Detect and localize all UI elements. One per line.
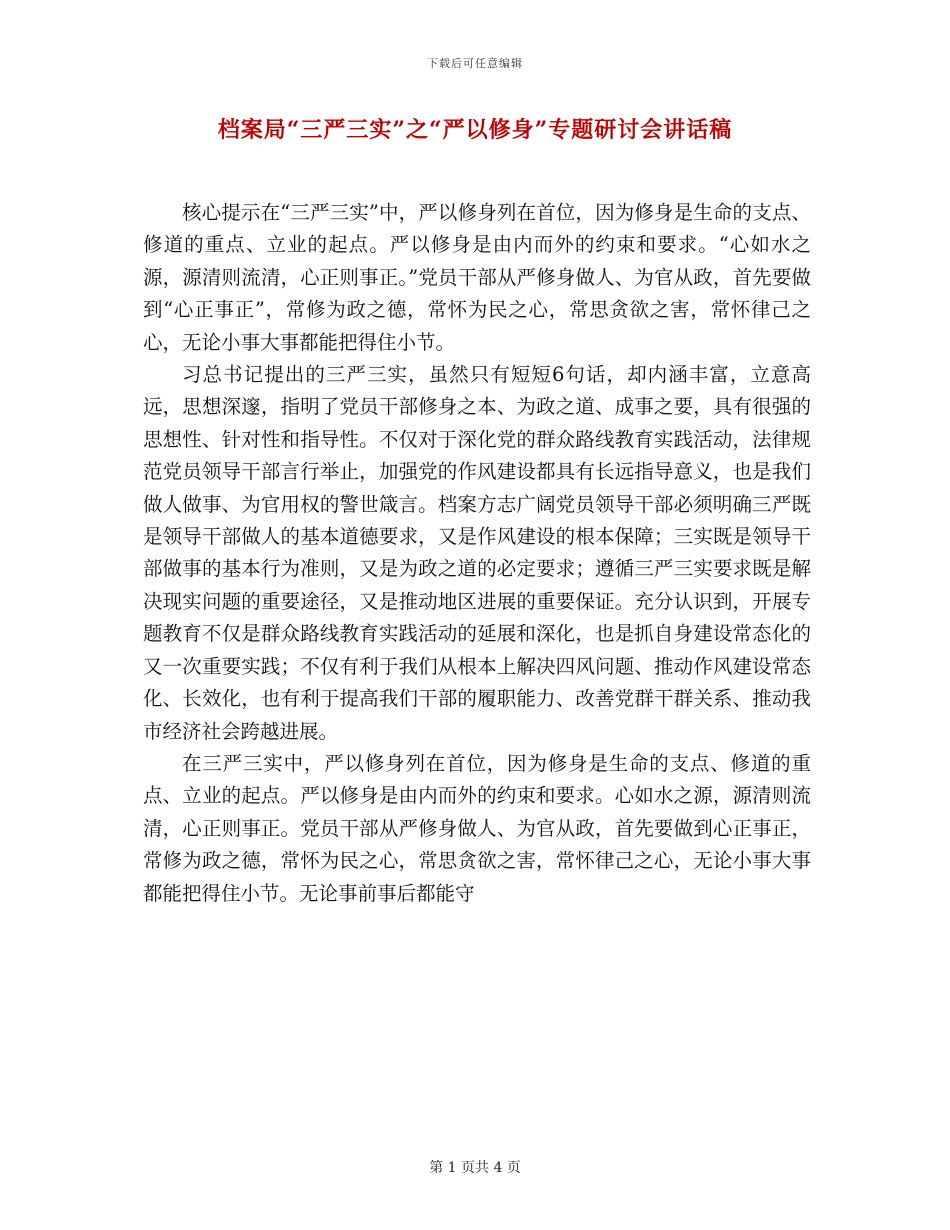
- document-title: 档案局“三严三实”之“严以修身”专题研讨会讲话稿: [217, 117, 733, 143]
- page-number: 第 1 页共 4 页: [429, 1160, 521, 1176]
- paragraph-2: 习总书记提出的三严三实，虽然只有短短6句话，却内涵丰富，立意高远，思想深邃，指明了党员干部修身之本、为政之道、成事之要，具有很强的思想性、针对性和指导性。不仅对于深化党的群众路线教育实践活动，法律规范党员领导干部言行举止，加强党的作风建设都具有长远指导意义，也是我们做人做事、为官用权的警世箴言。档案方志广阔党员领导干部必须明确三严既是领导干部做人的基本道德要求，又是作风建设的根本保障；三实既是领导干部做事的基本行为准则，又是为政之道的必定要求；遵循三严三实要求既是解决现实问题的重要途径，又是推动地区进展的重要保证。充分认识到，开展专题教育不仅是群众路线教育实践活动的延展和深化，也是抓自身建设常态化的又一次重要实践；不仅有利于我们从根本上解决四风问题、推动作风建设常态化、长效化，也有利于提高我们干部的履职能力、改善党群干群关系、推动我市经济社会跨越进展。: [143, 363, 811, 743]
- paragraph-3: 在三严三实中，严以修身列在首位，因为修身是生命的支点、修道的重点、立业的起点。严以修身是由内而外的约束和要求。心如水之源，源清则流清，心正则事正。党员干部从严修身做人、为官从政，首先要做到心正事正，常修为政之德，常怀为民之心，常思贪欲之害，常怀律己之心，无论小事大事都能把得住小节。无论事前事后都能守: [143, 751, 811, 905]
- header-note: 下载后可任意编辑: [427, 57, 523, 70]
- document-body: [143, 197, 811, 910]
- paragraph-1: 核心提示在“三严三实”中，严以修身列在首位，因为修身是生命的支点、修道的重点、立业的起点。严以修身是由内而外的约束和要求。“心如水之源，源清则流清，心正则事正。”党员干部从严修身做人、为官从政，首先要做到“心正事正”，常修为政之德，常怀为民之心，常思贪欲之害，常怀律己之心，无论小事大事都能把得住小节。: [143, 201, 811, 354]
